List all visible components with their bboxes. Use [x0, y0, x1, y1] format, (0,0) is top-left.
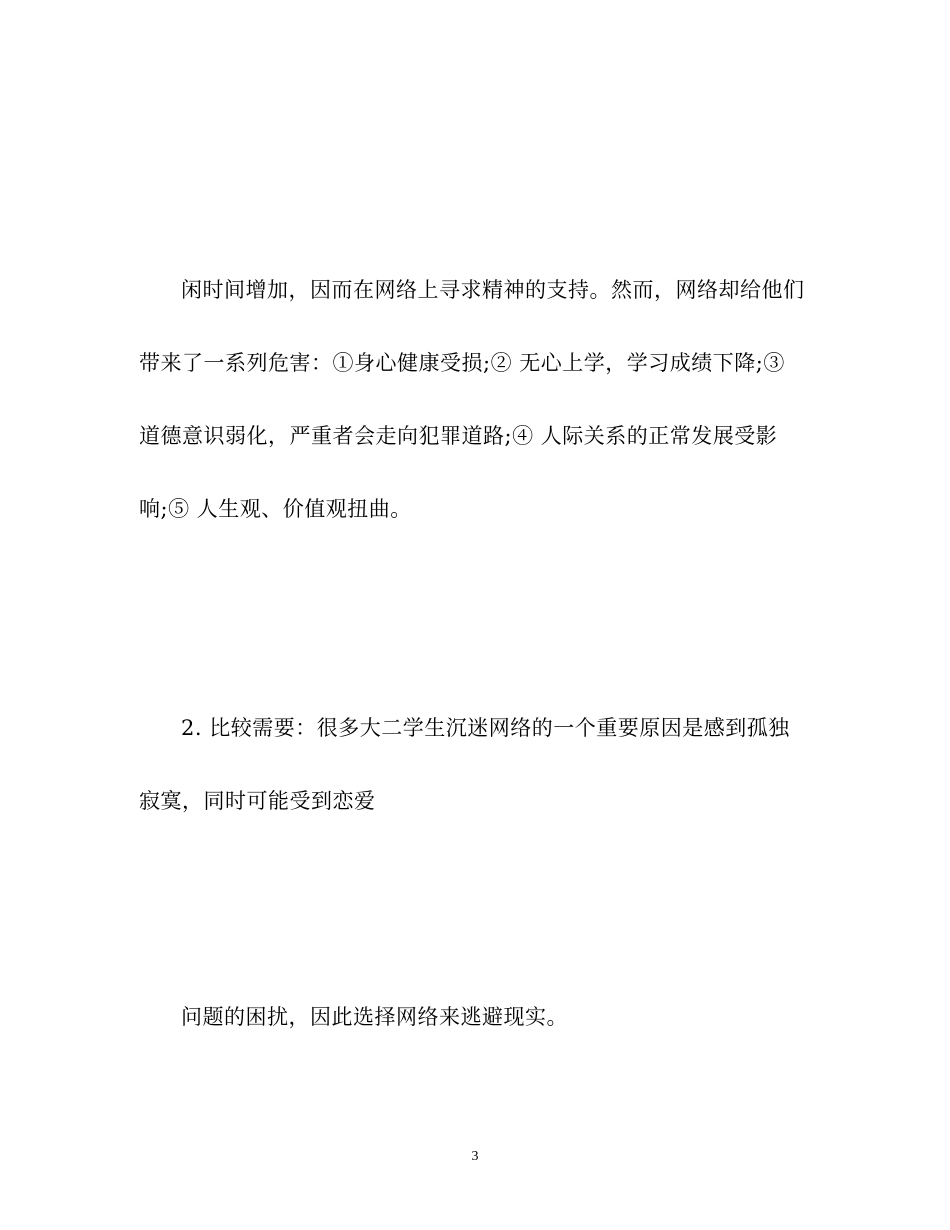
paragraph-3-line-1: 问题的困扰，因此选择网络来逃避现实。 [181, 1005, 568, 1029]
paragraph-2-line-1: 2. 比较需要：很多大二学生沉迷网络的一个重要原因是感到孤独 [181, 716, 790, 740]
paragraph-1-line-2: 带来了一系列危害：①身心健康受损;② 无心上学，学习成绩下降;③ [139, 351, 785, 375]
paragraph-1-line-1: 闲时间增加，因而在网络上寻求精神的支持。然而，网络却给他们 [181, 278, 805, 302]
paragraph-2-line-2: 寂寞，同时可能受到恋爱 [139, 789, 376, 813]
paragraph-1-line-4: 响;⑤ 人生观、价值观扭曲。 [139, 497, 412, 521]
paragraph-1-line-3: 道德意识弱化，严重者会走向犯罪道路;④ 人际关系的正常发展受影 [139, 424, 778, 448]
page-number: 3 [471, 1149, 479, 1164]
